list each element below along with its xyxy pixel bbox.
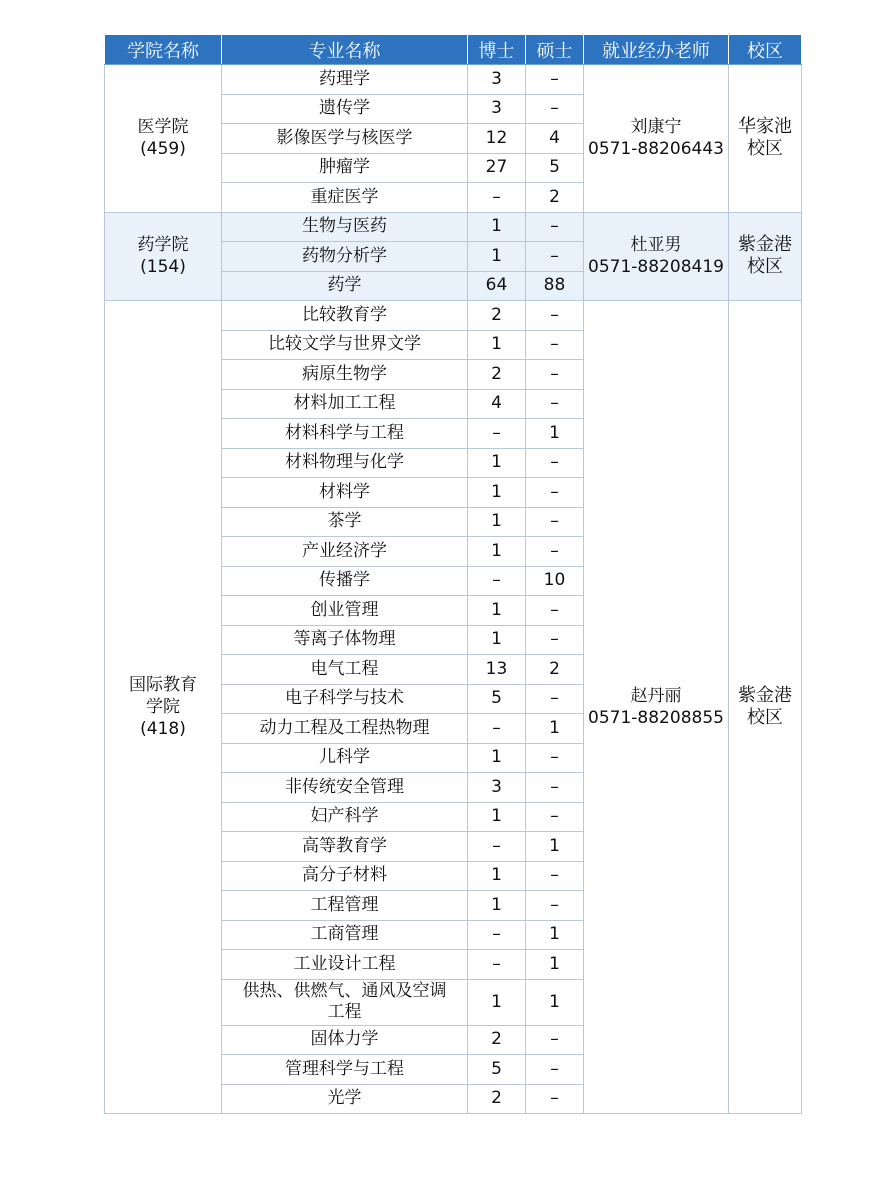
- phd-count: 1: [468, 242, 526, 272]
- master-count: –: [526, 684, 584, 714]
- master-count: –: [526, 1084, 584, 1114]
- phd-count: 1: [468, 596, 526, 626]
- major-name: 肿瘤学: [222, 153, 468, 183]
- header-row: [105, 35, 802, 65]
- master-count: –: [526, 301, 584, 331]
- college-name: 医学院 (459): [105, 65, 222, 213]
- phd-count: –: [468, 832, 526, 862]
- table-row: [105, 65, 802, 95]
- employment-contact: 刘康宁 0571-88206443: [584, 65, 729, 213]
- master-count: –: [526, 773, 584, 803]
- major-name: 儿科学: [222, 743, 468, 773]
- phd-count: 1: [468, 802, 526, 832]
- college-name: 国际教育 学院 (418): [105, 301, 222, 1114]
- college-name: 药学院 (154): [105, 212, 222, 301]
- major-name: 材料加工工程: [222, 389, 468, 419]
- major-name: 非传统安全管理: [222, 773, 468, 803]
- master-count: –: [526, 389, 584, 419]
- major-name: 遗传学: [222, 94, 468, 124]
- phd-count: 5: [468, 684, 526, 714]
- phd-count: 1: [468, 212, 526, 242]
- major-name: 材料科学与工程: [222, 419, 468, 449]
- phd-count: 2: [468, 301, 526, 331]
- major-name: 茶学: [222, 507, 468, 537]
- master-count: –: [526, 861, 584, 891]
- table-body: [105, 65, 802, 1114]
- major-name: 生物与医药: [222, 212, 468, 242]
- phd-count: 12: [468, 124, 526, 154]
- master-count: –: [526, 478, 584, 508]
- master-count: –: [526, 212, 584, 242]
- master-count: 10: [526, 566, 584, 596]
- major-name: 管理科学与工程: [222, 1055, 468, 1085]
- master-count: 1: [526, 920, 584, 950]
- major-name: 创业管理: [222, 596, 468, 626]
- phd-count: –: [468, 419, 526, 449]
- master-count: 4: [526, 124, 584, 154]
- phd-count: 1: [468, 979, 526, 1025]
- header-contact: 就业经办老师: [584, 35, 729, 65]
- master-count: 1: [526, 714, 584, 744]
- header-college: 学院名称: [105, 35, 222, 65]
- master-count: 1: [526, 832, 584, 862]
- master-count: –: [526, 1055, 584, 1085]
- phd-count: 1: [468, 478, 526, 508]
- major-name: 供热、供燃气、通风及空调 工程: [222, 979, 468, 1025]
- phd-count: –: [468, 183, 526, 213]
- major-name: 电气工程: [222, 655, 468, 685]
- phd-count: –: [468, 920, 526, 950]
- campus-name: 华家池 校区: [729, 65, 802, 213]
- phd-count: 1: [468, 861, 526, 891]
- master-count: –: [526, 802, 584, 832]
- major-name: 产业经济学: [222, 537, 468, 567]
- master-count: –: [526, 537, 584, 567]
- major-name: 电子科学与技术: [222, 684, 468, 714]
- majors-table: [104, 34, 802, 1114]
- phd-count: 2: [468, 1025, 526, 1055]
- master-count: 2: [526, 655, 584, 685]
- major-name: 传播学: [222, 566, 468, 596]
- phd-count: 27: [468, 153, 526, 183]
- major-name: 材料物理与化学: [222, 448, 468, 478]
- phd-count: 1: [468, 625, 526, 655]
- master-count: –: [526, 743, 584, 773]
- employment-contact: 赵丹丽 0571-88208855: [584, 301, 729, 1114]
- major-name: 高等教育学: [222, 832, 468, 862]
- phd-count: 1: [468, 743, 526, 773]
- phd-count: 3: [468, 94, 526, 124]
- major-name: 动力工程及工程热物理: [222, 714, 468, 744]
- phd-count: –: [468, 950, 526, 980]
- master-count: –: [526, 65, 584, 95]
- phd-count: 3: [468, 65, 526, 95]
- header-phd: 博士: [468, 35, 526, 65]
- master-count: 1: [526, 950, 584, 980]
- major-name: 高分子材料: [222, 861, 468, 891]
- phd-count: 3: [468, 773, 526, 803]
- phd-count: 64: [468, 271, 526, 301]
- major-name: 工程管理: [222, 891, 468, 921]
- header-major: 专业名称: [222, 35, 468, 65]
- master-count: 5: [526, 153, 584, 183]
- master-count: –: [526, 507, 584, 537]
- major-name: 工业设计工程: [222, 950, 468, 980]
- table-row: [105, 212, 802, 242]
- phd-count: 1: [468, 448, 526, 478]
- major-name: 等离子体物理: [222, 625, 468, 655]
- phd-count: –: [468, 566, 526, 596]
- major-name: 重症医学: [222, 183, 468, 213]
- major-name: 固体力学: [222, 1025, 468, 1055]
- master-count: 88: [526, 271, 584, 301]
- master-count: –: [526, 330, 584, 360]
- phd-count: 1: [468, 507, 526, 537]
- master-count: –: [526, 596, 584, 626]
- master-count: –: [526, 242, 584, 272]
- header-campus: 校区: [729, 35, 802, 65]
- phd-count: 13: [468, 655, 526, 685]
- master-count: –: [526, 94, 584, 124]
- major-name: 病原生物学: [222, 360, 468, 390]
- phd-count: 4: [468, 389, 526, 419]
- major-name: 妇产科学: [222, 802, 468, 832]
- major-name: 材料学: [222, 478, 468, 508]
- header-master: 硕士: [526, 35, 584, 65]
- master-count: 2: [526, 183, 584, 213]
- master-count: –: [526, 360, 584, 390]
- master-count: –: [526, 448, 584, 478]
- master-count: 1: [526, 419, 584, 449]
- major-name: 影像医学与核医学: [222, 124, 468, 154]
- major-name: 药学: [222, 271, 468, 301]
- campus-name: 紫金港 校区: [729, 212, 802, 301]
- master-count: –: [526, 625, 584, 655]
- phd-count: 5: [468, 1055, 526, 1085]
- phd-count: 2: [468, 360, 526, 390]
- phd-count: 1: [468, 891, 526, 921]
- major-name: 比较文学与世界文学: [222, 330, 468, 360]
- master-count: –: [526, 1025, 584, 1055]
- employment-contact: 杜亚男 0571-88208419: [584, 212, 729, 301]
- major-name: 药物分析学: [222, 242, 468, 272]
- phd-count: 1: [468, 330, 526, 360]
- master-count: –: [526, 891, 584, 921]
- phd-count: 1: [468, 537, 526, 567]
- major-name: 工商管理: [222, 920, 468, 950]
- major-name: 比较教育学: [222, 301, 468, 331]
- phd-count: 2: [468, 1084, 526, 1114]
- phd-count: –: [468, 714, 526, 744]
- master-count: 1: [526, 979, 584, 1025]
- table-row: [105, 301, 802, 331]
- major-name: 光学: [222, 1084, 468, 1114]
- major-name: 药理学: [222, 65, 468, 95]
- campus-name: 紫金港 校区: [729, 301, 802, 1114]
